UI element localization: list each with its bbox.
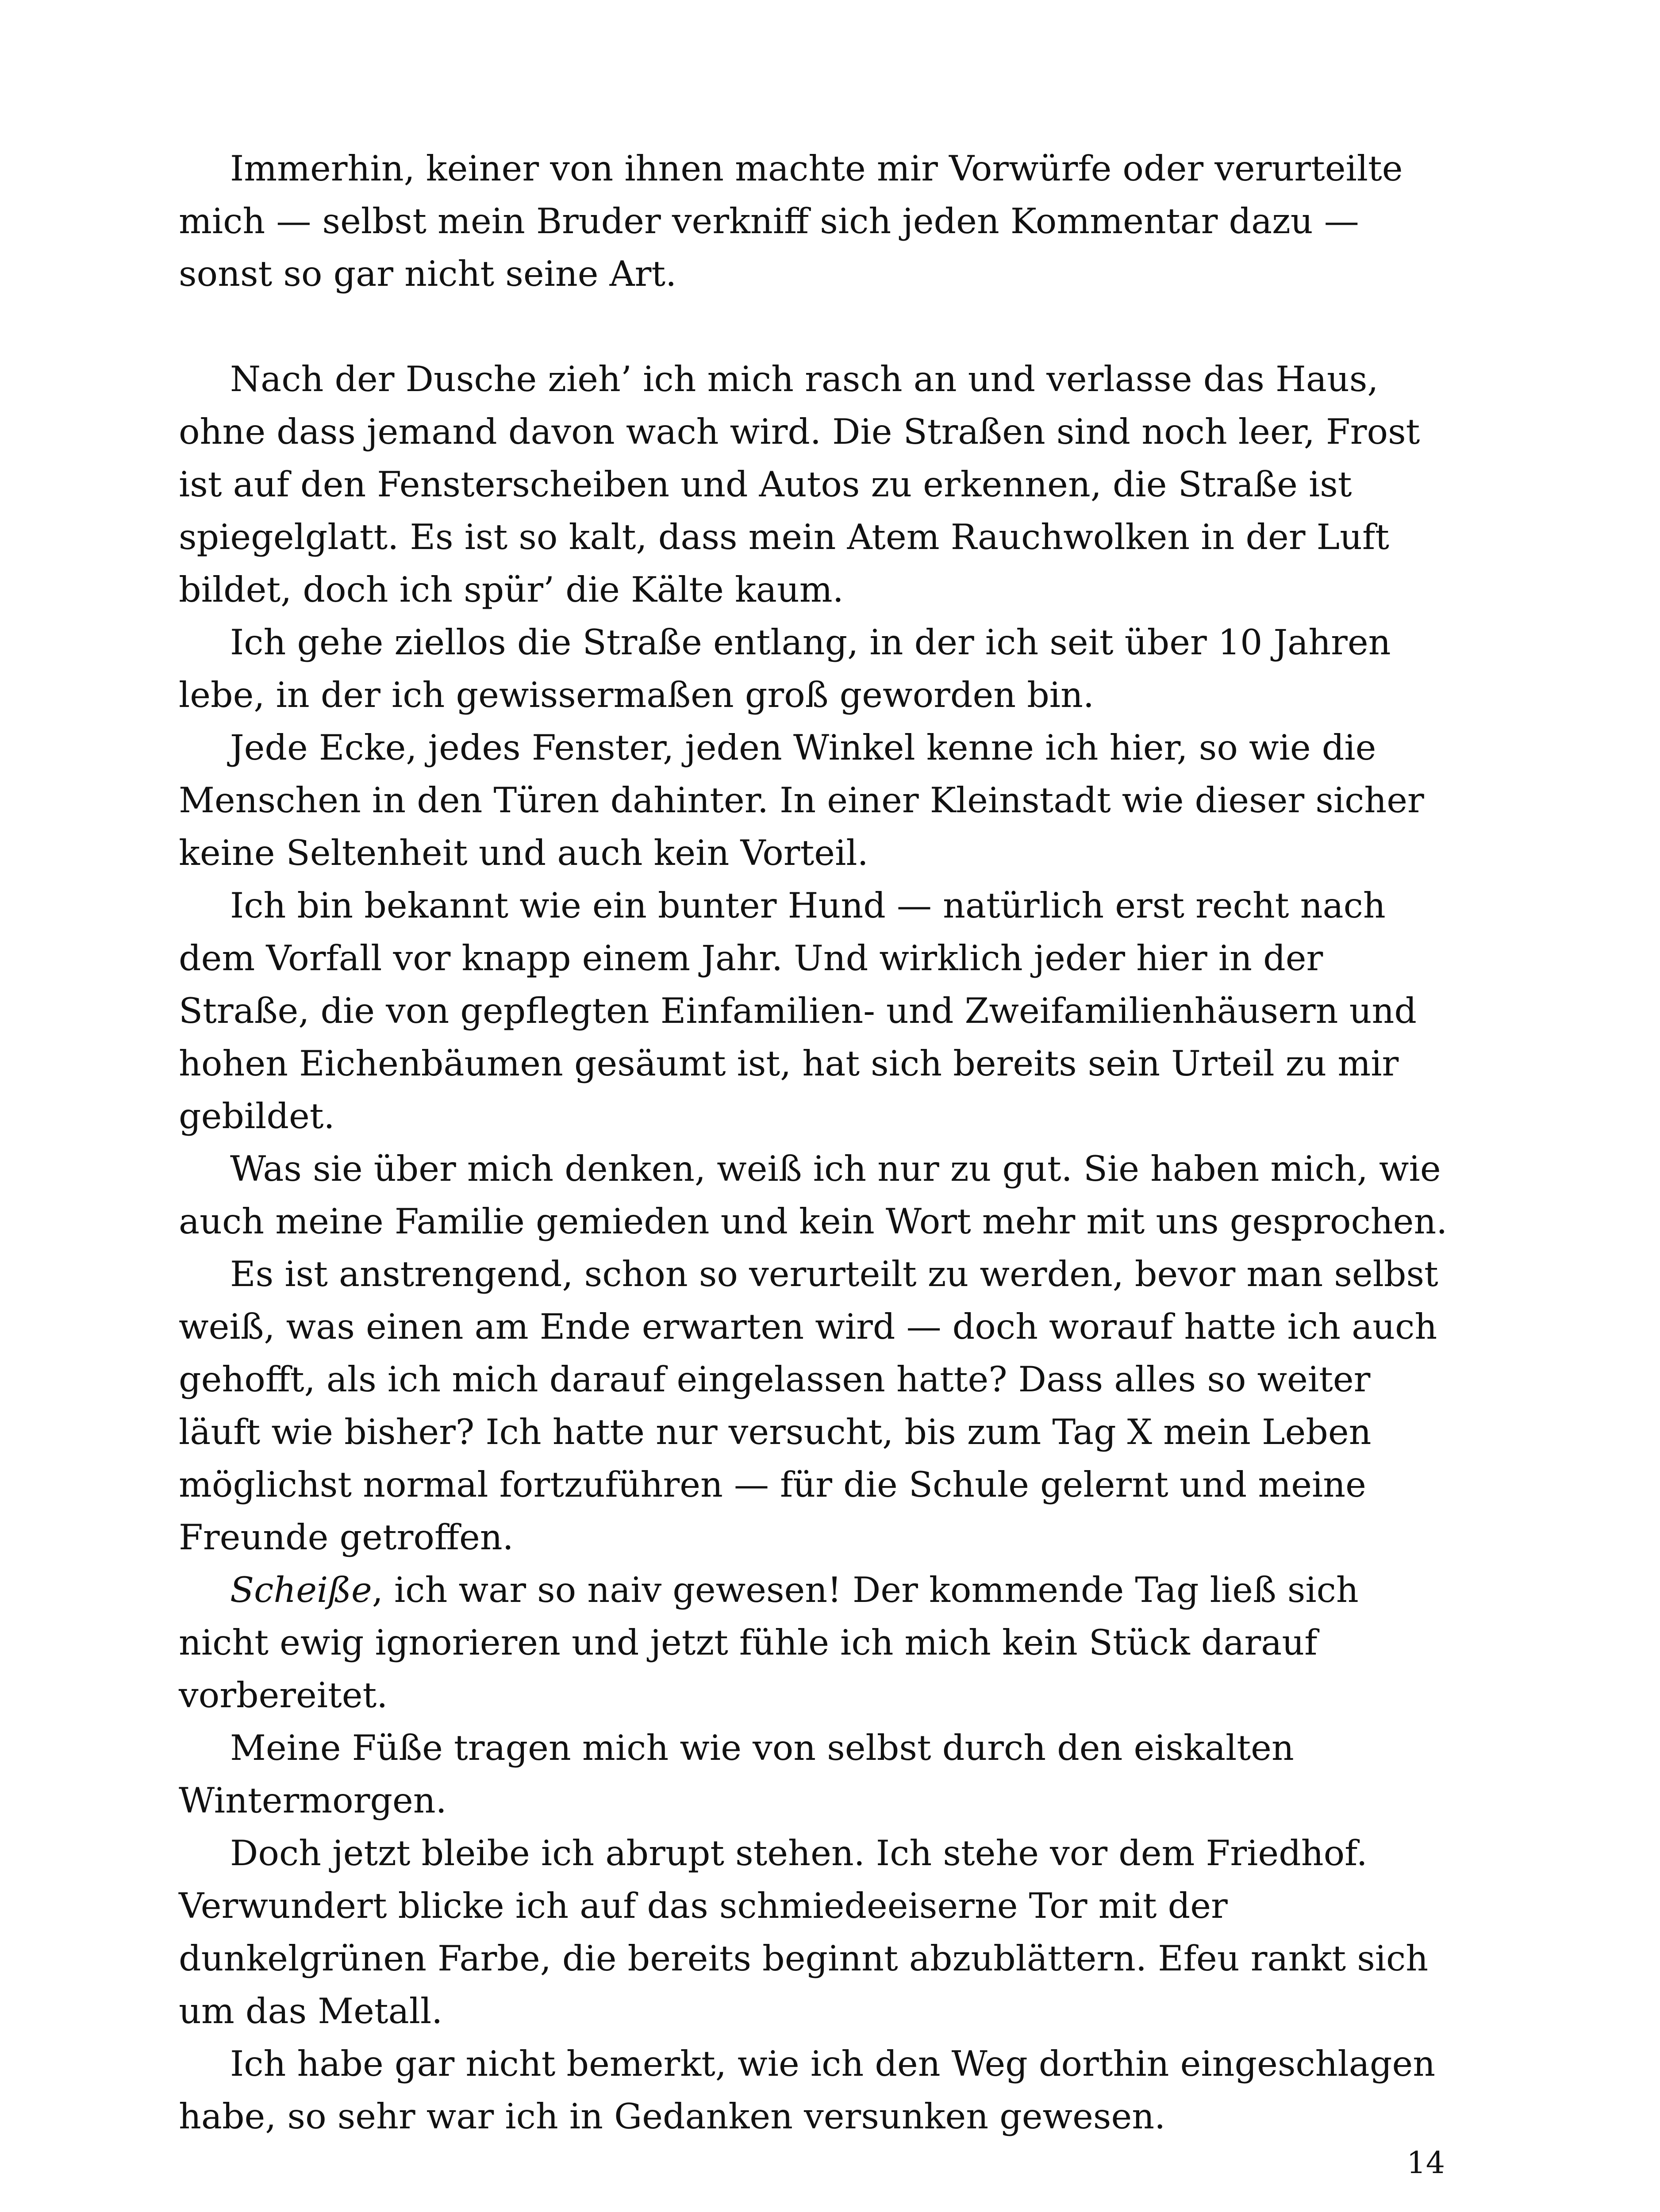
paragraph: Doch jetzt bleibe ich abrupt stehen. Ich stehe vor dem Friedhof. Verwundert blicke ich auf das schmiedeeiserne Tor mit der dunkelgrünen Farbe, die bereits beginnt abzublättern. Efeu rankt sich um das Metall.	[179, 1833, 1429, 2032]
emphasized-word: Scheiße	[230, 1570, 372, 1610]
paragraph-with-emphasis	[179, 1564, 1453, 1722]
paragraph: Nach der Dusche zieh’ ich mich rasch an und verlasse das Haus, ohne dass jemand davon wach wird. Die Straßen sind noch leer, Frost ist auf den Fensterscheiben und Autos zu erkennen, die Straße ist spiegelglatt. Es ist so kalt, dass mein Atem Rauchwolken in der Luft bildet, doch ich spür’ die Kälte kaum.	[179, 359, 1420, 610]
page-number: 14	[1406, 2146, 1445, 2181]
paragraph: Es ist anstrengend, schon so verurteilt zu werden, bevor man selbst weiß, was einen am Ende erwarten wird — doch worauf hatte ich auch gehofft, als ich mich darauf eingelassen hatte? Dass alles so weiter läuft wie bisher? Ich hatte nur versucht, bis zum Tag X mein Leben möglichst normal fortzuführen — für die Schule gelernt und meine Freunde getroffen.	[179, 1254, 1438, 1558]
paragraph: Jede Ecke, jedes Fenster, jeden Winkel kenne ich hier, so wie die Menschen in den Türen dahinter. In einer Kleinstadt wie dieser sicher keine Seltenheit und auch kein Vorteil.	[179, 727, 1424, 873]
paragraph: Ich habe gar nicht bemerkt, wie ich den Weg dorthin eingeschlagen habe, so sehr war ich in Gedanken versunken gewesen.	[179, 2043, 1436, 2137]
body-text	[179, 142, 1453, 2143]
paragraph: Immerhin, keiner von ihnen machte mir Vorwürfe oder verurteilte mich — selbst mein Bruder verkniff sich jeden Kommentar dazu — sonst so gar nicht seine Art.	[179, 148, 1403, 294]
paragraph: Was sie über mich denken, weiß ich nur zu gut. Sie haben mich, wie auch meine Familie gemieden und kein Wort mehr mit uns gesprochen.	[179, 1148, 1448, 1242]
paragraph: Meine Füße tragen mich wie von selbst durch den eiskalten Wintermorgen.	[179, 1728, 1294, 1821]
paragraph: Ich gehe ziellos die Straße entlang, in der ich seit über 10 Jahren lebe, in der ich gewissermaßen groß geworden bin.	[179, 622, 1391, 715]
paragraph: Ich bin bekannt wie ein bunter Hund — natürlich erst recht nach dem Vorfall vor knapp einem Jahr. Und wirklich jeder hier in der Straße, die von gepflegten Einfamilien- und Zweifamilienhäusern und hohen Eichenbäumen gesäumt ist, hat sich bereits sein Urteil zu mir gebildet.	[179, 885, 1417, 1137]
paragraph-rest: , ich war so naiv gewesen! Der kommende Tag ließ sich nicht ewig ignorieren und jetzt fühle ich mich kein Stück darauf vorbereitet.	[179, 1570, 1359, 1716]
